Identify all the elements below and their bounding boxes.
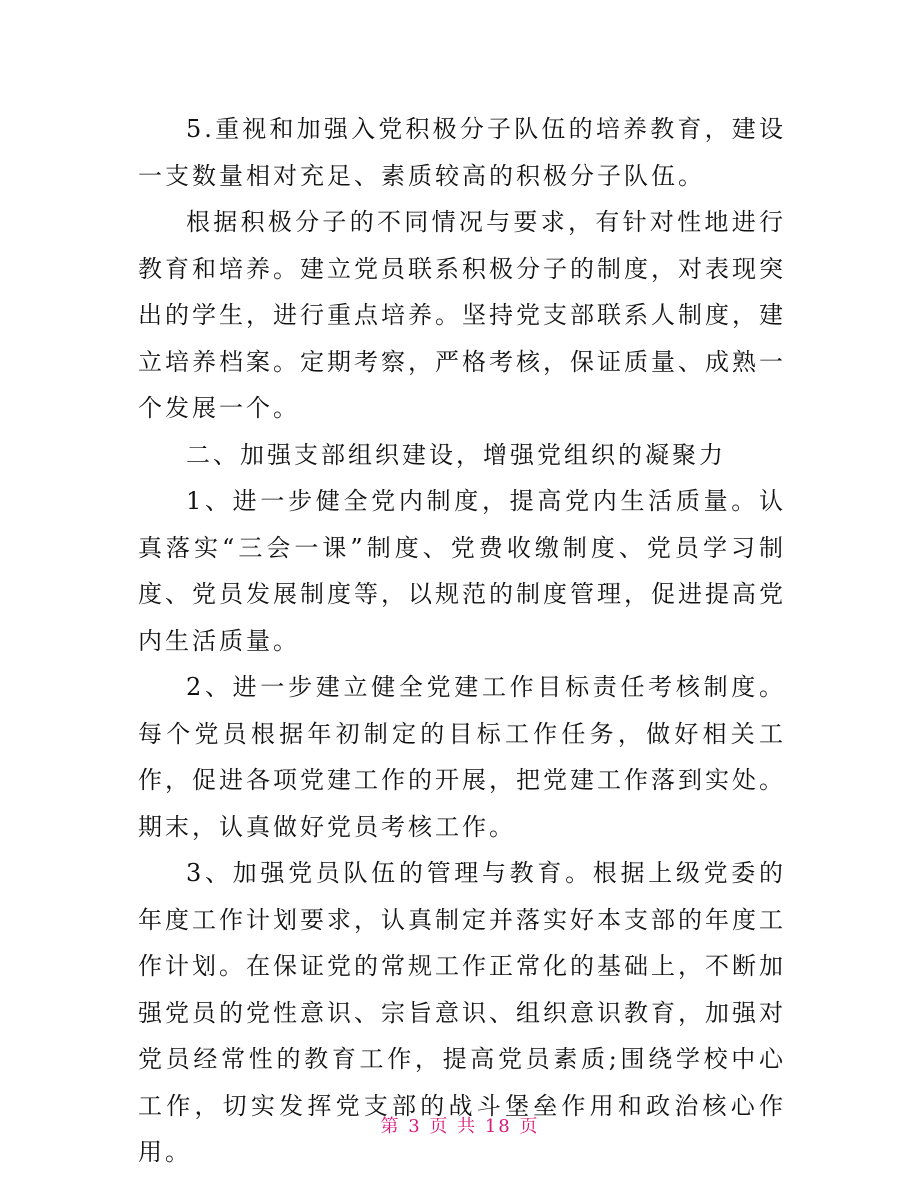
paragraph-training: 根据积极分子的不同情况与要求，有针对性地进行教育和培养。建立党员联系积极分子的制度，对表现突出的学生，进行重点培养。坚持党支部联系人制度，建立培养档案。定期考察，严格考核，保证质量、成熟一个发展一个。 [138, 208, 786, 422]
paragraph-cultivation: 5.重视和加强入党积极分子队伍的培养教育，建设一支数量相对充足、素质较高的积极分子队伍。 [138, 115, 786, 190]
document-body [138, 106, 786, 1176]
paragraph-item-1: 1、进一步健全党内制度，提高党内生活质量。认真落实“三会一课”制度、党费收缴制度、党员学习制度、党员发展制度等，以规范的制度管理，促进提高党内生活质量。 [138, 487, 786, 655]
page-number-footer: 第 3 页 共 18 页 [380, 1116, 540, 1137]
paragraph-item-2: 2、进一步建立健全党建工作目标责任考核制度。每个党员根据年初制定的目标工作任务，做好相关工作，促进各项党建工作的开展，把党建工作落到实处。期末，认真做好党员考核工作。 [138, 673, 786, 841]
paragraph-item-3: 3、加强党员队伍的管理与教育。根据上级党委的年度工作计划要求，认真制定并落实好本支部的年度工作计划。在保证党的常规工作正常化的基础上，不断加强党员的党性意识、宗旨意识、组织意识教育，加强对党员经常性的教育工作，提高党员素质;围绕学校中心工作，切实发挥党支部的战斗堡垒作用和政治核心作用。 [138, 859, 786, 1166]
section-heading: 二、加强支部组织建设，增强党组织的凝聚力 [186, 440, 726, 469]
